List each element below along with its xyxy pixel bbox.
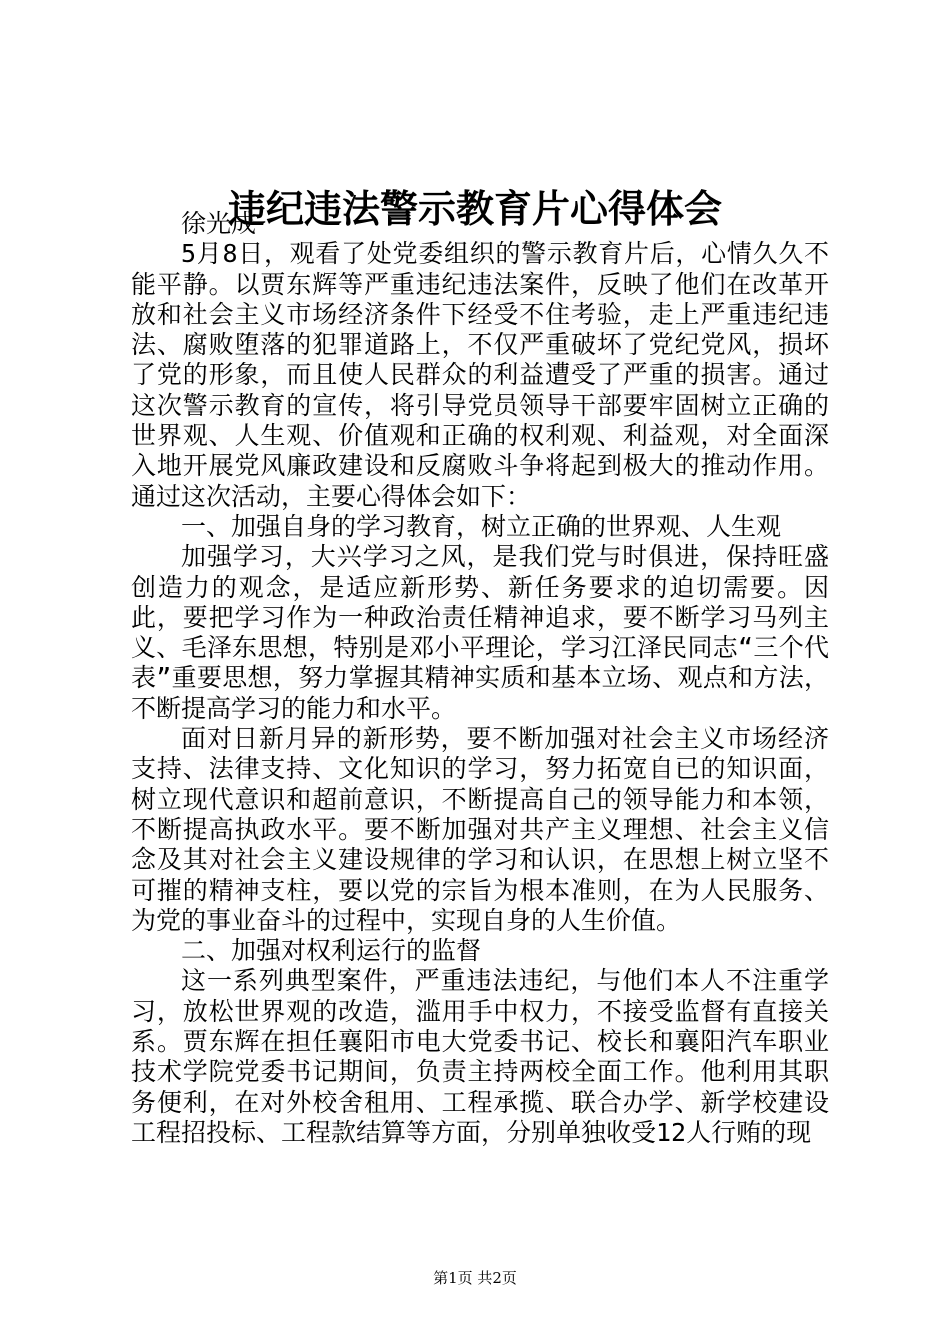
author-name: 徐光成	[181, 209, 257, 238]
section-heading-1: 一、加强自身的学习教育，树立正确的世界观、人生观	[181, 511, 782, 541]
document-title: 违纪违法警示教育片心得体会	[227, 186, 722, 231]
section-heading-2: 二、加强对权利运行的监督	[181, 936, 482, 966]
paragraph-cases: 这一系列典型案件，严重违法违纪，与他们本人不注重学习，放松世界观的改造，滥用手中权力，不接受监督有直接关系。贾东辉在担任襄阳市电大党委书记、校长和襄阳汽车职业技术学院党委书记期间，负责主持两校全面工作。他利用其职务便利，在对外校舍租用、工程承揽、联合办学、新学校建设工程招投标、工程款结算等方面，分别单独收受12人行贿的现	[131, 966, 829, 1147]
paragraph-study: 加强学习，大兴学习之风，是我们党与时俱进，保持旺盛创造力的观念，是适应新形势、新任务要求的迫切需要。因此，要把学习作为一种政治责任精神追求，要不断学习马列主义、毛泽东思想，特别是邓小平理论，学习江泽民同志“三个代表”重要思想，努力掌握其精神实质和基本立场、观点和方法，不断提高学习的能力和水平。	[131, 542, 829, 723]
page-footer: 第1页 共2页	[433, 1269, 517, 1287]
paragraph-intro: 5月8日，观看了处党委组织的警示教育片后，心情久久不能平静。以贾东辉等严重违纪违法案件，反映了他们在改革开放和社会主义市场经济条件下经受不住考验，走上严重违纪违法、腐败堕落的犯罪道路上，不仅严重破坏了党纪党风，损坏了党的形象，而且使人民群众的利益遭受了严重的损害。通过这次警示教育的宣传，将引导党员领导干部要牢固树立正确的世界观、人生观、价值观和正确的权利观、利益观，对全面深入地开展党风廉政建设和反腐败斗争将起到极大的推动作用。通过这次活动，主要心得体会如下：	[131, 239, 829, 511]
paragraph-new-situation: 面对日新月异的新形势，要不断加强对社会主义市场经济支持、法律支持、文化知识的学习，努力拓宽自已的知识面，树立现代意识和超前意识，不断提高自己的领导能力和本领，不断提高执政水平。要不断加强对共产主义理想、社会主义信念及其对社会主义建设规律的学习和认识，在思想上树立坚不可摧的精神支柱，要以党的宗旨为根本准则，在为人民服务、为党的事业奋斗的过程中，实现自身的人生价值。	[131, 724, 829, 935]
document-body	[131, 209, 829, 1148]
